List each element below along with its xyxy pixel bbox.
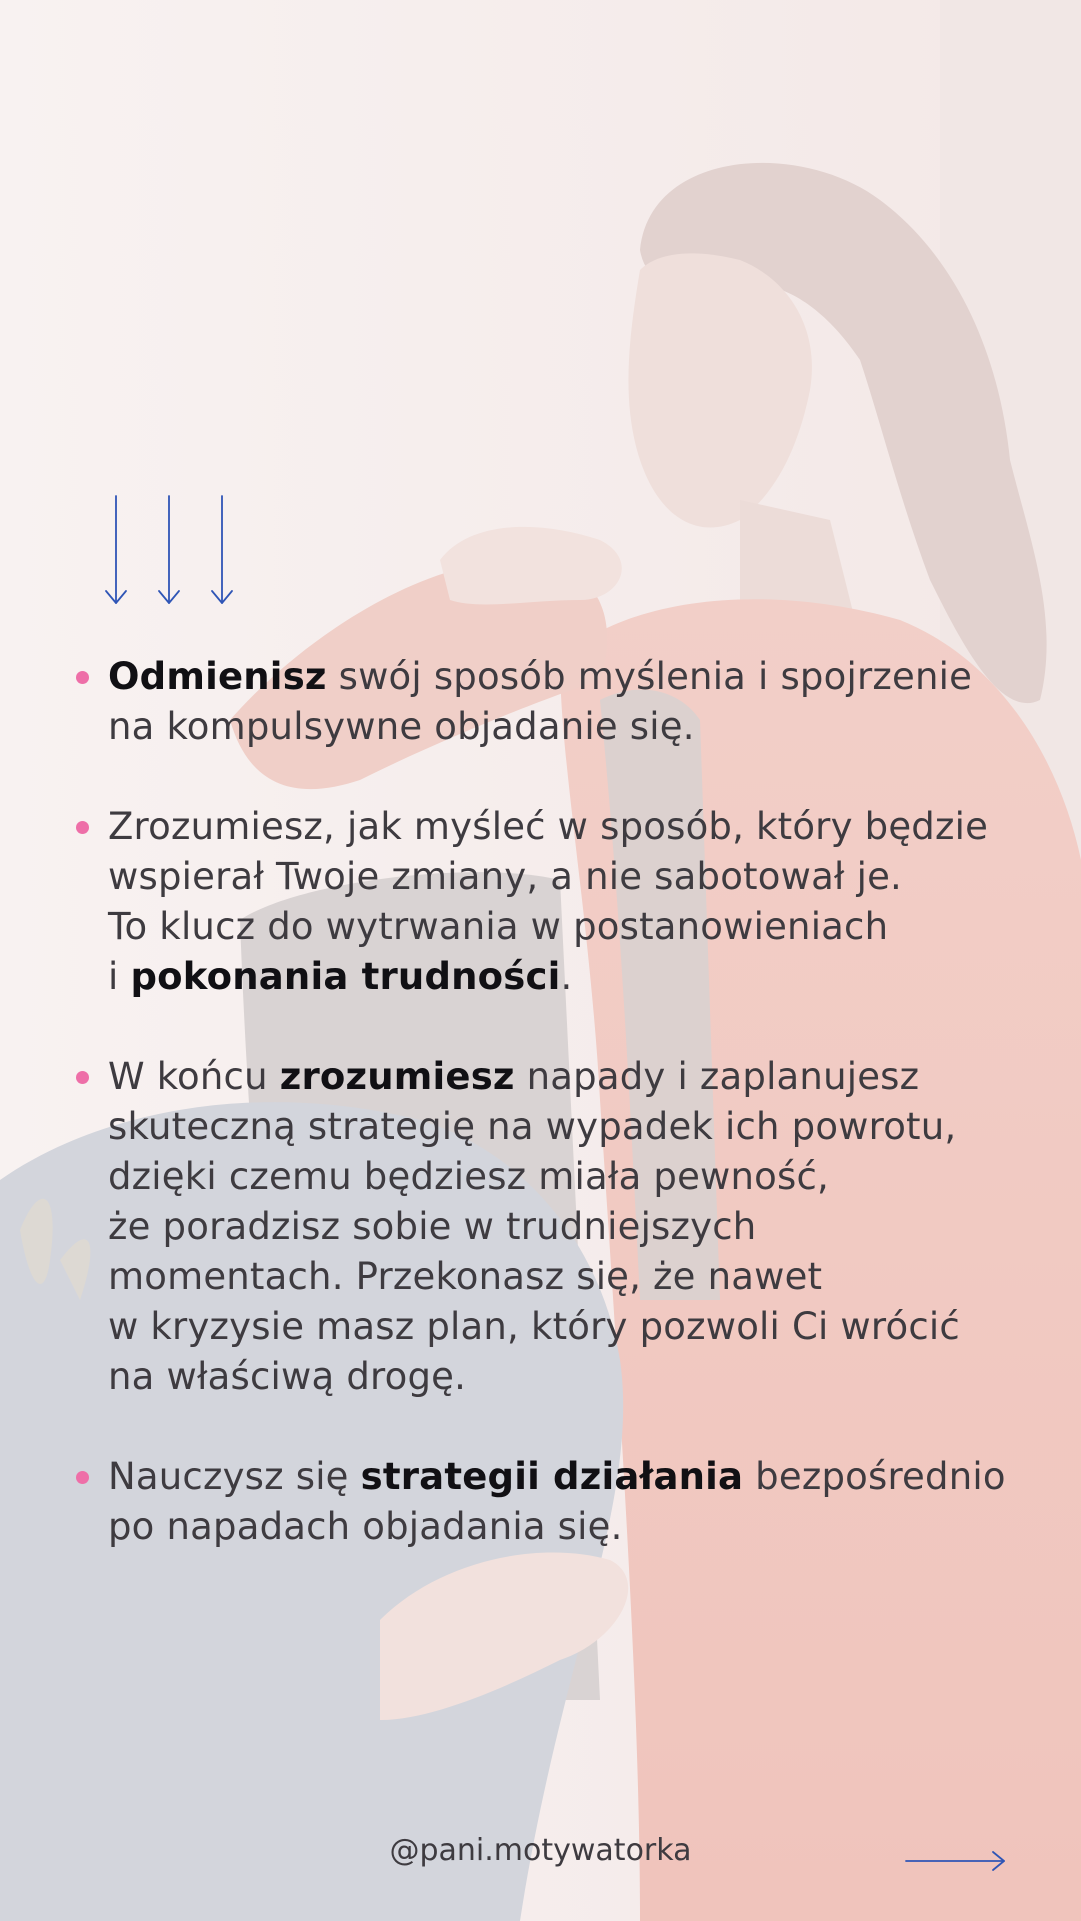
text: swój sposób myślenia i spojrzenie <box>326 655 973 698</box>
bold-text: zrozumiesz <box>279 1055 515 1098</box>
bullet-dot <box>76 671 89 684</box>
bullet-dot <box>76 1471 89 1484</box>
list-item-line <box>108 1302 1012 1352</box>
list-item <box>72 652 1012 752</box>
bold-text: Odmienisz <box>108 655 327 698</box>
list-item-line <box>108 1052 1012 1102</box>
list-item-line <box>108 1152 1012 1202</box>
list-item <box>72 802 1012 1002</box>
list-item-line <box>108 702 1012 752</box>
text: napady i zaplanujesz <box>514 1055 920 1098</box>
list-item <box>72 1052 1012 1402</box>
list-item-line <box>108 652 1012 702</box>
text: wspierał Twoje zmiany, a nie sabotował je. <box>108 855 903 898</box>
text: że poradzisz sobie w trudniejszych <box>108 1205 757 1248</box>
list-item <box>72 1452 1012 1552</box>
text: na właściwą drogę. <box>108 1355 467 1398</box>
benefits-list <box>72 652 1012 1602</box>
text: po napadach objadania się. <box>108 1505 623 1548</box>
text: dzięki czemu będziesz miała pewność, <box>108 1155 829 1198</box>
list-item-line <box>108 902 1012 952</box>
text: skuteczną strategię na wypadek ich powrotu, <box>108 1105 957 1148</box>
list-item-line <box>108 952 1012 1002</box>
text: bezpośrednio <box>743 1455 1006 1498</box>
bullet-dot <box>76 821 89 834</box>
arrow-right-icon[interactable] <box>904 1848 1008 1874</box>
arrow-down-icon <box>159 496 179 603</box>
text: To klucz do wytrwania w postanowieniach <box>108 905 889 948</box>
bullet-dot <box>76 1071 89 1084</box>
list-item-line <box>108 1452 1012 1502</box>
text: W końcu <box>108 1055 280 1098</box>
text: i <box>108 955 131 998</box>
arrow-down-icon <box>212 496 232 603</box>
list-item-line <box>108 1502 1012 1552</box>
text: . <box>560 955 573 998</box>
list-item-line <box>108 1352 1012 1402</box>
arrow-down-icon <box>106 496 126 603</box>
bold-text: strategii działania <box>360 1455 744 1498</box>
bold-text: pokonania trudności <box>130 955 561 998</box>
list-item-line <box>108 1202 1012 1252</box>
text: Nauczysz się <box>108 1455 361 1498</box>
text: na kompulsywne objadanie się. <box>108 705 695 748</box>
list-item-line <box>108 1252 1012 1302</box>
arrow-down-icon <box>104 493 244 608</box>
list-item-line <box>108 852 1012 902</box>
text: w kryzysie masz plan, który pozwoli Ci wrócić <box>108 1305 960 1348</box>
text: Zrozumiesz, jak myśleć w sposób, który będzie <box>108 805 989 848</box>
social-handle[interactable]: @pani.motywatorka <box>389 1833 692 1868</box>
text: momentach. Przekonasz się, że nawet <box>108 1255 823 1298</box>
list-item-line <box>108 1102 1012 1152</box>
list-item-line <box>108 802 1012 852</box>
